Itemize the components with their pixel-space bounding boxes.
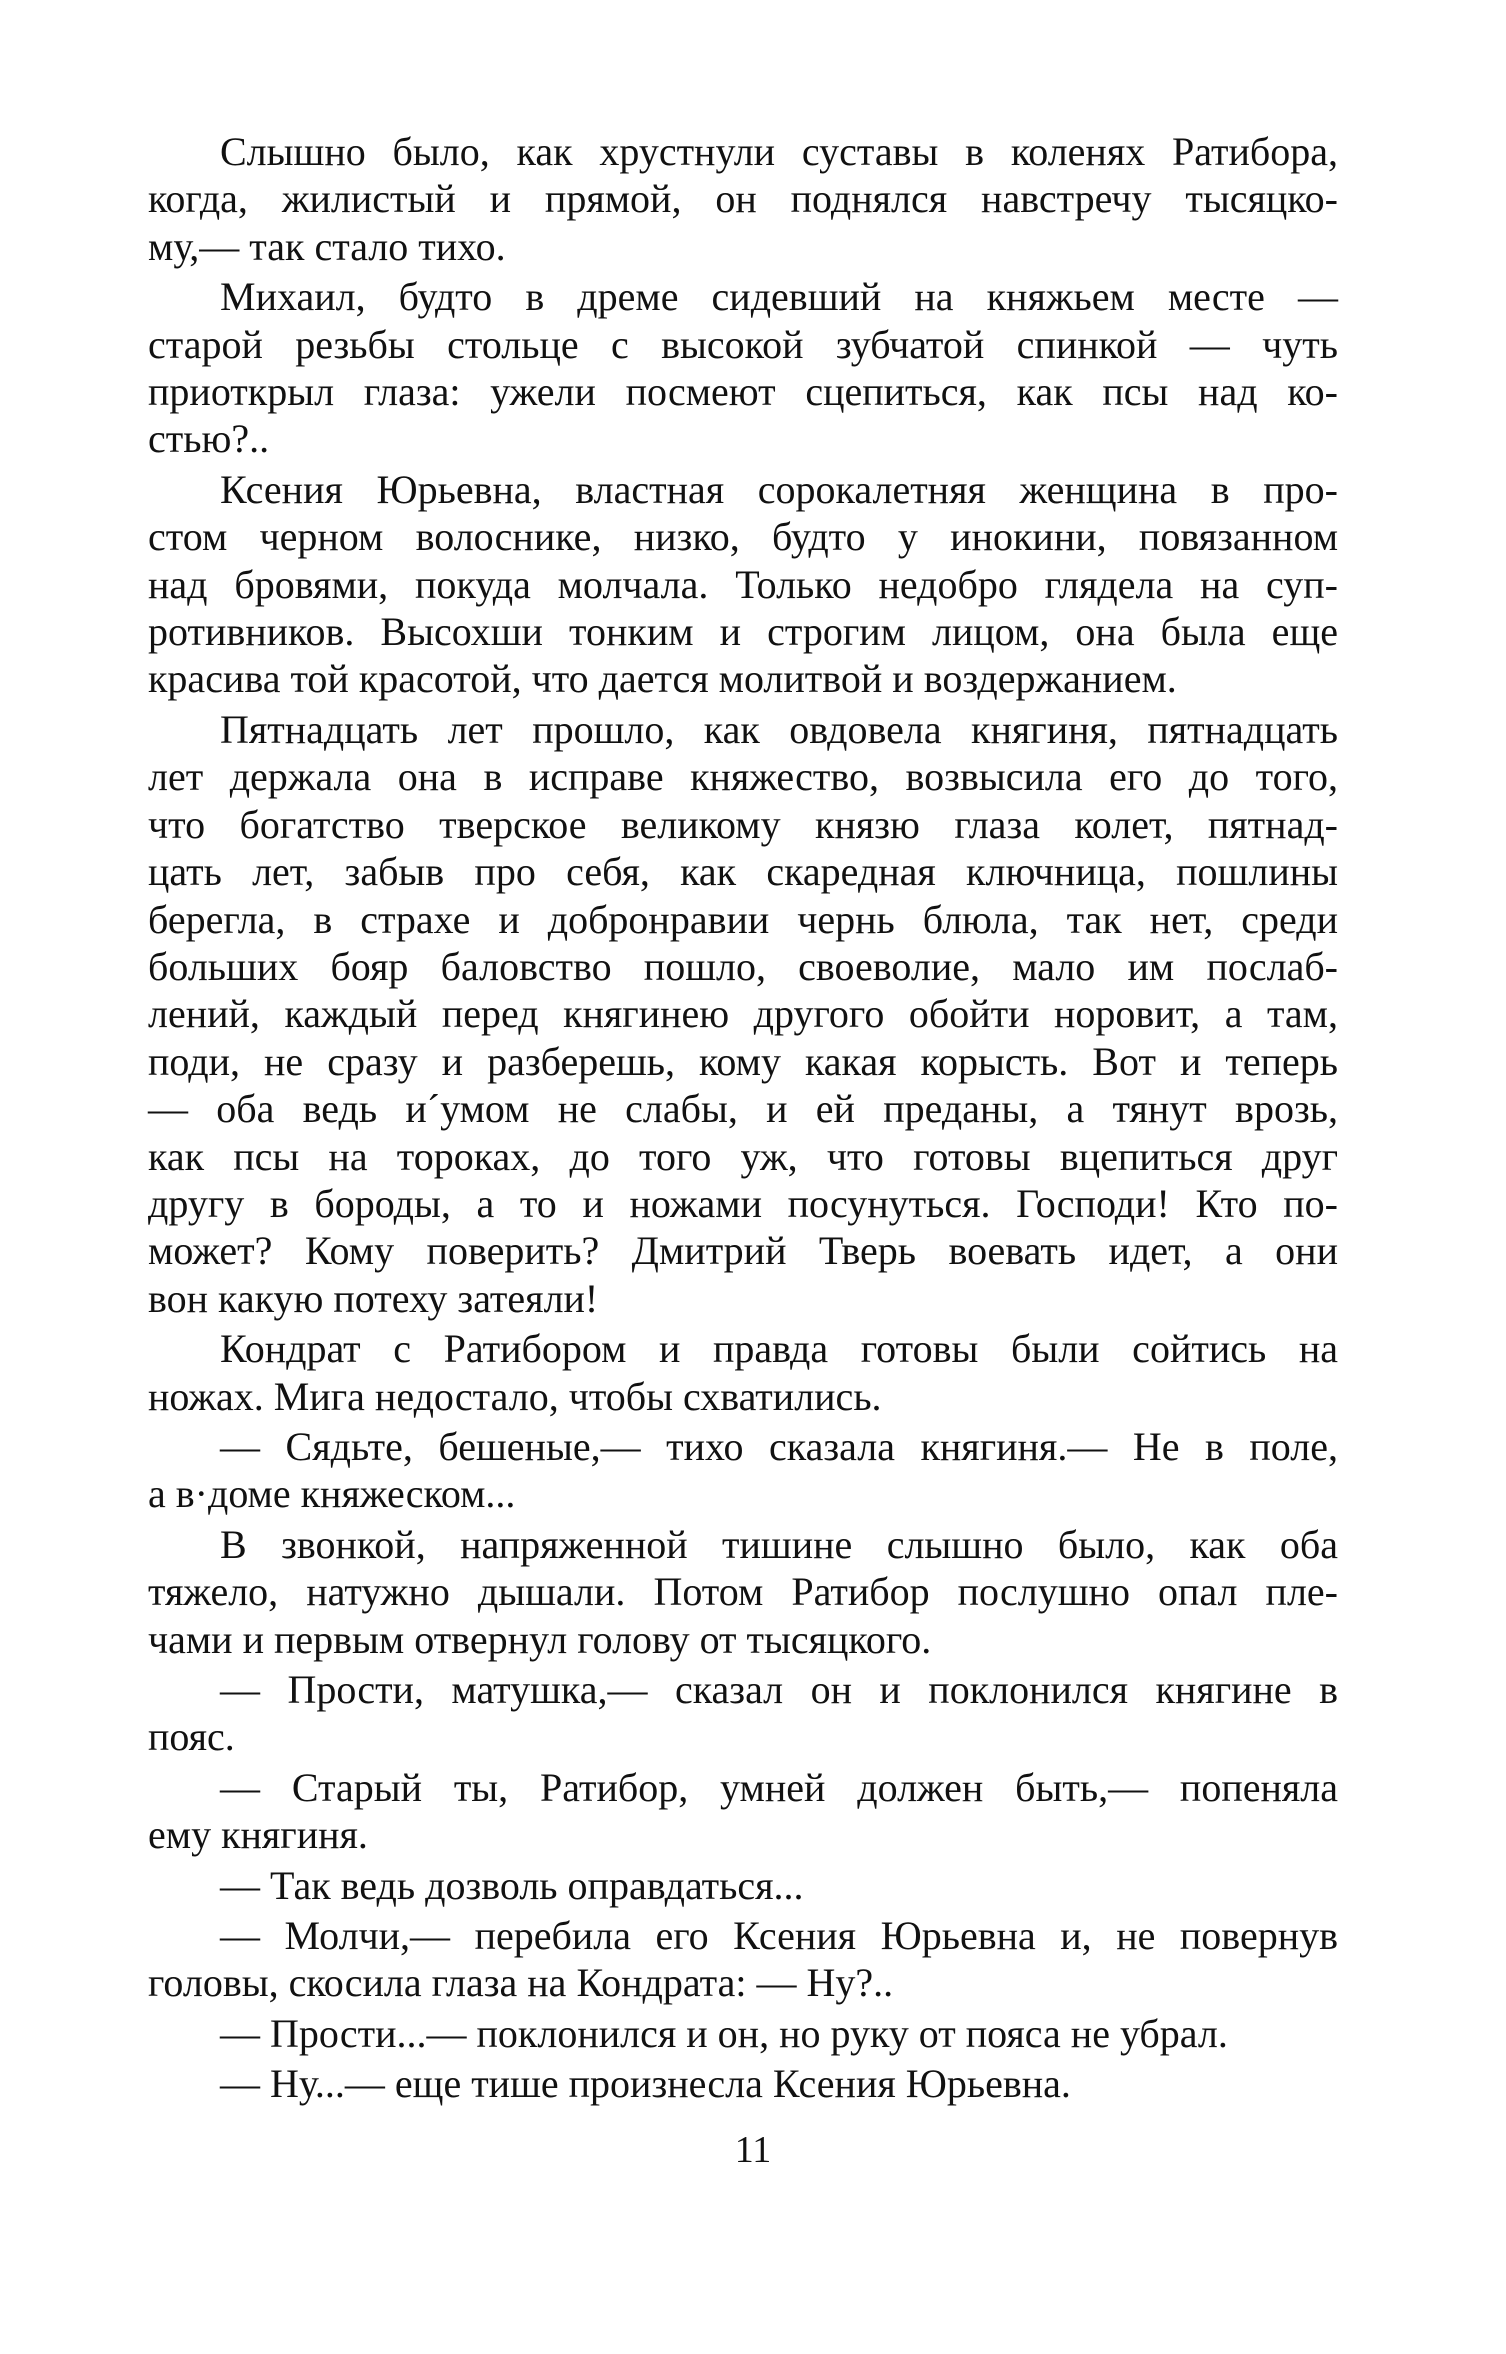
text-line: Кондрат с Ратибором и правда готовы были сойтись на	[220, 1326, 1338, 1372]
paragraph	[148, 128, 1338, 270]
text-line: может? Кому поверить? Дмитрий Тверь воевать идет, а они	[148, 1228, 1338, 1274]
text-line: красива той красотой, что дается молитвой и воздержанием.	[148, 656, 1177, 702]
text-line: приоткрыл глаза: ужели посмеют сцепиться, как псы над ко-	[148, 369, 1338, 415]
text-line: му,— так стало тихо.	[148, 223, 506, 269]
paragraph	[148, 273, 1338, 463]
body-text	[148, 128, 1338, 2111]
paragraph	[148, 1521, 1338, 1663]
paragraph	[148, 706, 1338, 1322]
text-line: Пятнадцать лет прошло, как овдовела княгиня, пятнадцать	[220, 706, 1338, 752]
paragraph	[148, 1666, 1338, 1761]
text-line: стью?..	[148, 416, 270, 462]
text-line: когда, жилистый и прямой, он поднялся навстречу тысяцко-	[148, 176, 1338, 222]
paragraph	[148, 466, 1338, 703]
text-line: стом черном волоснике, низко, будто у инокини, повязанном	[148, 514, 1338, 560]
text-line: другу в бороды, а то и ножами посунуться. Господи! Кто по-	[148, 1180, 1338, 1226]
text-line: больших бояр баловство пошло, своеволие, мало им послаб-	[148, 943, 1338, 989]
text-line: ему княгиня.	[148, 1812, 368, 1858]
text-line: — Так ведь дозволь оправдаться...	[220, 1862, 804, 1908]
text-line: — Прости, матушка,— сказал он и поклонился княгине в	[220, 1667, 1338, 1712]
text-line: — Молчи,— перебила его Ксения Юрьевна и, не повернув	[220, 1913, 1338, 1959]
text-line: как псы на тороках, до того уж, что готовы вцепиться друг	[148, 1133, 1338, 1179]
paragraph	[148, 1862, 1338, 1909]
text-line: пояс.	[148, 1714, 235, 1760]
text-line: — Старый ты, Ратибор, умней должен быть,— попеняла	[220, 1764, 1338, 1810]
text-line: берегла, в страхе и добронравии чернь блюла, так нет, среди	[148, 896, 1338, 942]
paragraph	[148, 1325, 1338, 1420]
text-line: — Ну...— еще тише произнесла Ксения Юрьевна.	[220, 2061, 1071, 2107]
page-number: 11	[734, 2129, 772, 2171]
text-line: — Прости...— поклонился и он, но руку от пояса не убрал.	[220, 2010, 1228, 2056]
paragraph	[148, 1764, 1338, 1859]
text-line: над бровями, покуда молчала. Только недобро глядела на суп-	[148, 561, 1338, 607]
text-line: — оба ведь и´умом не слабы, и ей преданы, а тянут врозь,	[148, 1086, 1338, 1132]
text-line: ножах. Мига недостало, чтобы схватились.	[148, 1373, 882, 1419]
text-line: тяжело, натужно дышали. Потом Ратибор послушно опал пле-	[148, 1569, 1338, 1615]
paragraph	[148, 1423, 1338, 1518]
text-line: ротивников. Высохши тонким и строгим лицом, она была еще	[148, 609, 1338, 655]
text-line: старой резьбы стольце с высокой зубчатой спинкой — чуть	[148, 321, 1338, 367]
text-line: В звонкой, напряженной тишине слышно было, как оба	[220, 1521, 1338, 1567]
text-line: поди, не сразу и разберешь, кому какая корысть. Вот и теперь	[148, 1038, 1338, 1084]
paragraph	[148, 1912, 1338, 2007]
text-line: Михаил, будто в дреме сидевший на княжьем месте —	[220, 274, 1338, 320]
text-line: лений, каждый перед княгинею другого обойти норовит, а там,	[148, 991, 1338, 1037]
text-line: вон какую потеху затеяли!	[148, 1275, 599, 1321]
text-line: а в·доме княжеском...	[148, 1471, 516, 1517]
text-line: цать лет, забыв про себя, как скаредная ключница, пошлины	[148, 849, 1338, 895]
paragraph	[148, 2010, 1338, 2057]
paragraph	[148, 2060, 1338, 2107]
text-line: чами и первым отвернул голову от тысяцкого.	[148, 1616, 932, 1662]
text-line: Ксения Юрьевна, властная сорокалетняя женщина в про-	[220, 466, 1338, 512]
text-line: лет держала она в исправе княжество, возвысила его до того,	[148, 754, 1338, 800]
text-line: — Сядьте, бешеные,— тихо сказала княгиня.— Не в поле,	[220, 1423, 1338, 1469]
text-line: что богатство тверское великому князю глаза колет, пятнад-	[148, 801, 1338, 847]
text-line: Слышно было, как хрустнули суставы в коленях Ратибора,	[220, 129, 1338, 174]
text-line: головы, скосила глаза на Кондрата: — Ну?..	[148, 1960, 894, 2006]
